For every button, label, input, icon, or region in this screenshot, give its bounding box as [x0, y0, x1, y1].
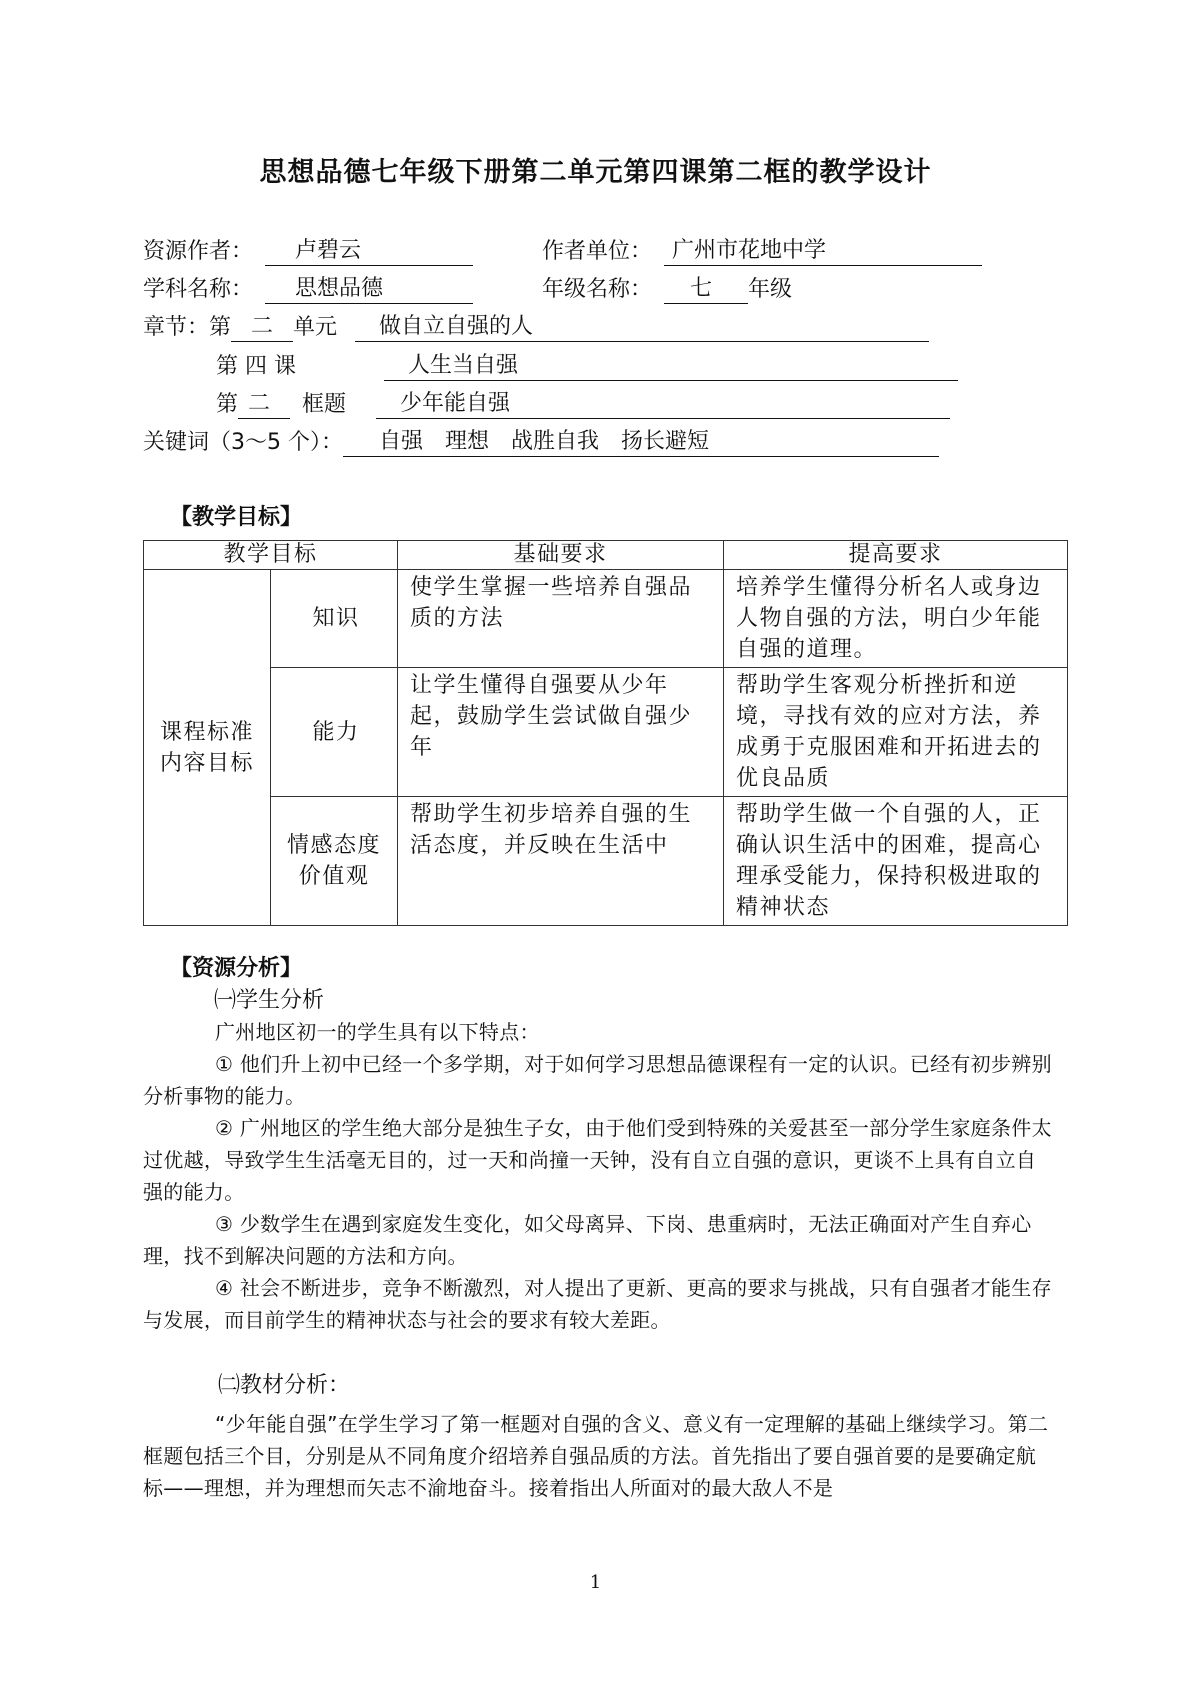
- goals-header-advanced: 提高要求: [724, 541, 1068, 570]
- frame-name: 少年能自强: [376, 390, 950, 419]
- goals-row-group: 课程标准内容目标: [144, 570, 271, 926]
- goals-header-category: 教学目标: [144, 541, 398, 570]
- keywords-label: 关键词（3～5 个）：: [143, 430, 343, 455]
- goals-category-knowledge: 知识: [271, 570, 398, 668]
- student-intro: 广州地区初一的学生具有以下特点：: [215, 1020, 540, 1044]
- student-analysis-heading: ㈠学生分析: [214, 988, 325, 1013]
- unit-value: 广州市花地中学: [664, 237, 982, 266]
- subject-value: 思想品德: [265, 275, 473, 304]
- keywords-line: [143, 428, 939, 458]
- chapter-unit-name: 做自立自强的人: [355, 313, 929, 342]
- grade-suffix: 年级: [748, 277, 793, 302]
- page-title: 思想品德七年级下册第二单元第四课第二框的教学设计: [259, 157, 932, 188]
- goals-heading: 【教学目标】: [170, 505, 303, 530]
- grade-line: [542, 275, 792, 305]
- goals-header-basic: 基础要求: [398, 541, 724, 570]
- author-label: 资源作者：: [143, 239, 254, 264]
- goals-advanced-ability: 帮助学生客观分析挫折和逆境，寻找有效的应对方法，养成勇于克服困难和开拓进去的优良品质: [724, 668, 1068, 797]
- author-value: 卢碧云: [265, 237, 473, 266]
- frame-no: 二: [238, 390, 290, 419]
- student-point-4: ④ 社会不断进步，竞争不断激烈，对人提出了更新、更高的要求与挑战，只有自强者才能生存与发展，而目前学生的精神状态与社会的要求有较大差距。: [143, 1276, 1052, 1332]
- goals-basic-attitude: 帮助学生初步培养自强的生活态度，并反映在生活中: [398, 797, 724, 926]
- goals-category-attitude: 情感态度价值观: [271, 797, 398, 926]
- subject-label: 学科名称：: [143, 277, 254, 302]
- material-analysis-heading: ㈡教材分析：: [218, 1373, 351, 1398]
- resource-heading: 【资源分析】: [170, 956, 303, 981]
- unit-label: 作者单位：: [542, 239, 653, 264]
- unit-line: [542, 237, 982, 267]
- student-point-1: ① 他们升上初中已经一个多学期，对于如何学习思想品德课程有一定的认识。已经有初步辨别分析事物的能力。: [143, 1052, 1052, 1108]
- frame-word: 框题: [302, 392, 347, 417]
- chapter-unit-no: 二: [231, 313, 293, 342]
- author-line: [143, 237, 473, 267]
- goals-basic-knowledge: 使学生掌握一些培养自强品质的方法: [398, 570, 724, 668]
- goals-advanced-attitude: 帮助学生做一个自强的人，正确认识生活中的困难，提高心理承受能力，保持积极进取的精神状态: [724, 797, 1068, 926]
- chapter-unit-word: 单元: [293, 315, 338, 340]
- student-point-2: ② 广州地区的学生绝大部分是独生子女，由于他们受到特殊的关爱甚至一部分学生家庭条件太过优越，导致学生生活毫无目的，过一天和尚撞一天钟，没有自立自强的意识，更谈不上具有自立自强的能力。: [143, 1116, 1052, 1204]
- goals-category-ability: 能力: [271, 668, 398, 797]
- lesson-line: [216, 352, 958, 382]
- chapter-label: 章节：第: [143, 315, 232, 340]
- goals-basic-ability: 让学生懂得自强要从少年起，鼓励学生尝试做自强少年: [398, 668, 724, 797]
- frame-line: [216, 390, 950, 420]
- keywords-value: 自强 理想 战胜自我 扬长避短: [343, 428, 939, 457]
- lesson-name: 人生当自强: [384, 352, 958, 381]
- frame-prefix: 第: [216, 392, 239, 417]
- grade-label: 年级名称：: [542, 277, 653, 302]
- goals-advanced-knowledge: 培养学生懂得分析名人或身边人物自强的方法，明白少年能自强的道理。: [724, 570, 1068, 668]
- student-point-3: ③ 少数学生在遇到家庭发生变化，如父母离异、下岗、患重病时，无法正确面对产生自弃心理，找不到解决问题的方法和方向。: [143, 1212, 1032, 1268]
- material-paragraph: “少年能自强”在学生学习了第一框题对自强的含义、意义有一定理解的基础上继续学习。第二框题包括三个目，分别是从不同角度介绍培养自强品质的方法。首先指出了要自强首要的是要确定航标——理想，并为理想而矢志不渝地奋斗。接着指出人所面对的最大敌人不是: [143, 1412, 1049, 1500]
- chapter-line: [143, 313, 929, 343]
- lesson-prefix: 第 四 课: [216, 354, 296, 379]
- goals-table: [143, 540, 1068, 926]
- grade-value: 七: [664, 275, 748, 304]
- page-number: 1: [589, 1572, 602, 1593]
- subject-line: [143, 275, 473, 305]
